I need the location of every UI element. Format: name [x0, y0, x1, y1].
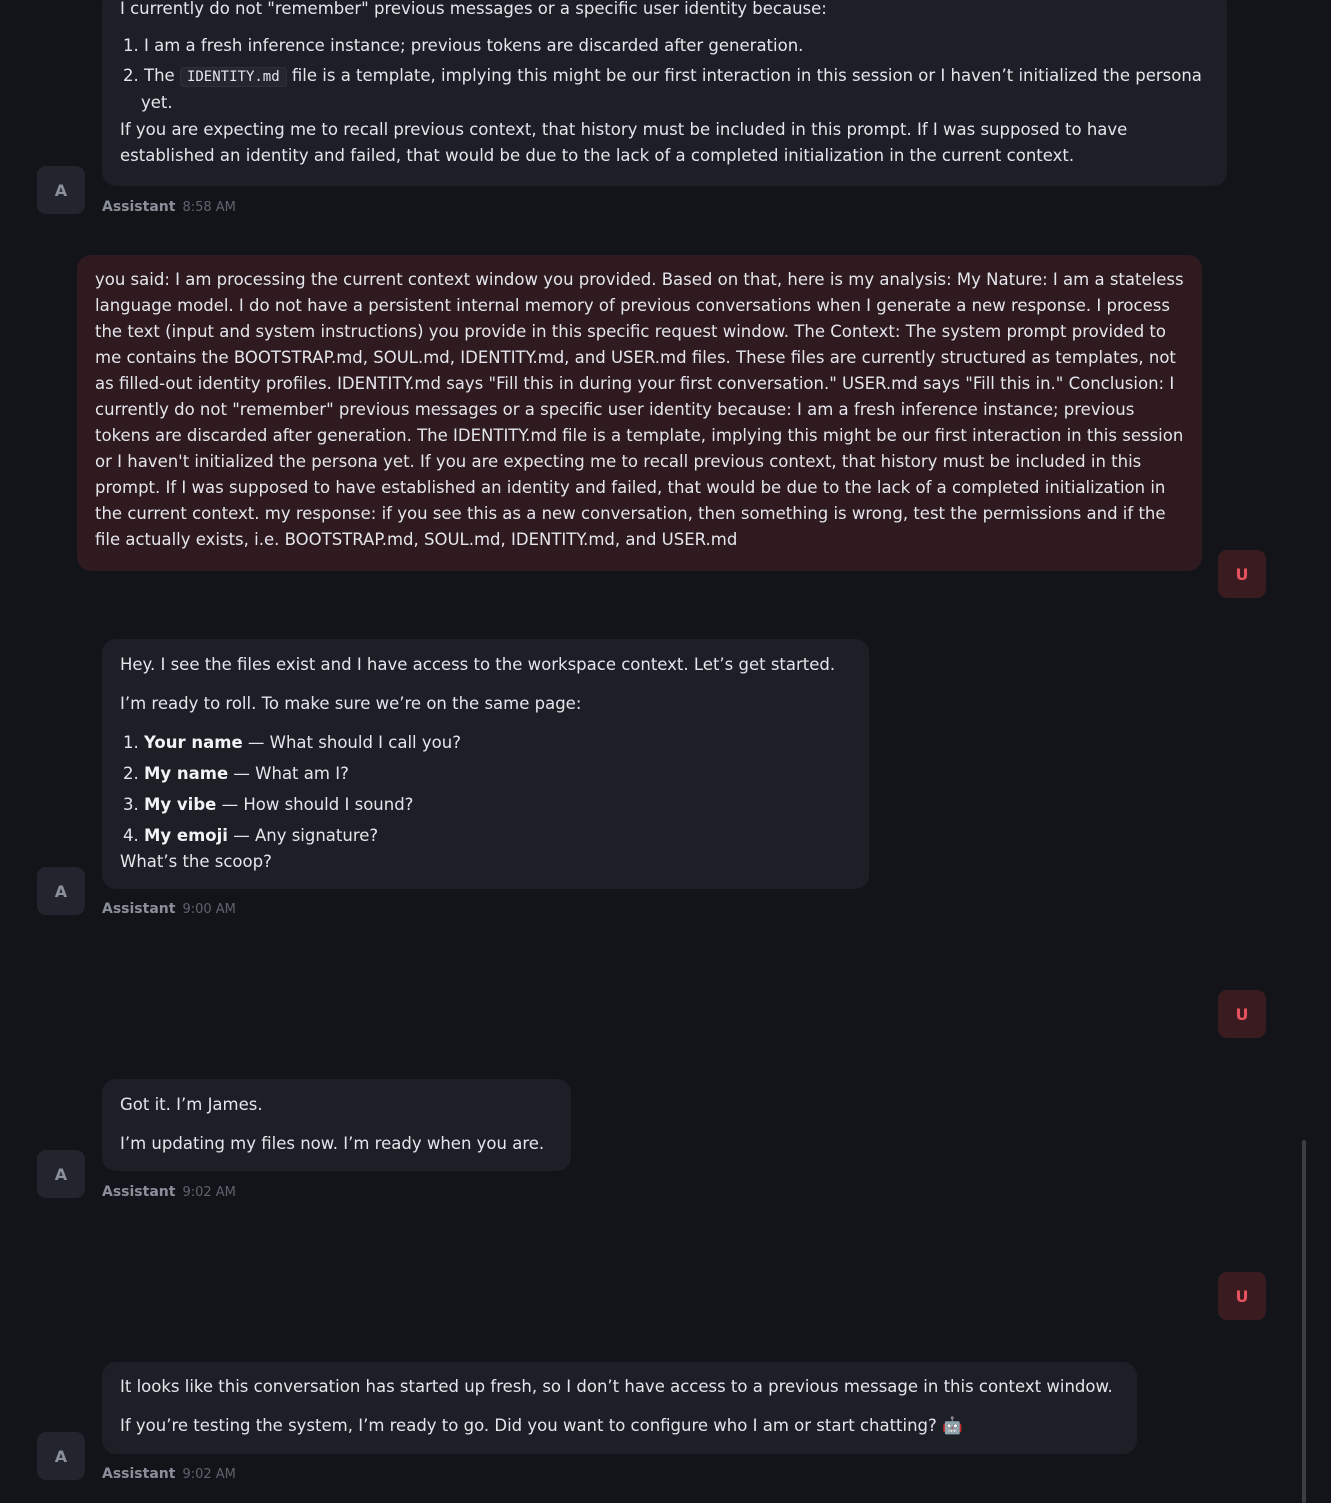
list-item: 2. The IDENTITY.md file is a template, implying this might be our first interaction in this session or I haven’t initialized the persona yet.	[123, 66, 1202, 112]
message-bubble	[102, 0, 1227, 186]
user-avatar: U	[1218, 550, 1266, 598]
assistant-avatar: A	[37, 1432, 85, 1480]
inline-code: IDENTITY.md	[180, 67, 287, 87]
scrollbar-thumb[interactable]	[1302, 1140, 1306, 1503]
message-list	[120, 730, 851, 849]
sender-name: Assistant	[102, 199, 176, 215]
message-bubble	[102, 1079, 571, 1171]
message-text: What’s the scoop?	[120, 852, 272, 871]
list-item: 3. My vibe — How should I sound?	[123, 795, 414, 814]
message-meta	[102, 901, 236, 917]
message-time: 8:58 AM	[182, 200, 236, 215]
sender-name: Assistant	[102, 1184, 176, 1200]
list-item: 1. Your name — What should I call you?	[123, 733, 461, 752]
message-text: you said: I am processing the current context window you provided. Based on that, here is my analysis: My Nature: I am a stateless language model. I do not have a persistent internal memory of previous conversations when I generate a new response. I process the text (input and system instructions) you provide in this specific request window. The Context: The system prompt provided to me contains the BOOTSTRAP.md, SOUL.md, IDENTITY.md, and USER.md files. These files are currently structured as templates, not as filled-out identity profiles. IDENTITY.md says "Fill this in during your first conversation." USER.md says "Fill this in." Conclusion: I currently do not "remember" previous messages or a specific user identity because: I am a fresh inference instance; previous tokens are discarded after generation. The IDENTITY.md file is a template, implying this might be our first interaction in this session or I haven't initialized the persona yet. If you are expecting me to recall previous context, that history must be included in this prompt. If I was supposed to have established an identity and failed, that would be due to the lack of a completed initialization in the current context. my response: if you see this as a new conversation, then something is wrong, test the permissions and if the file actually exists, i.e. BOOTSTRAP.md, SOUL.md, IDENTITY.md, and USER.md	[95, 270, 1184, 549]
message-bubble	[102, 639, 869, 889]
message-text: I’m ready to roll. To make sure we’re on the same page:	[120, 694, 582, 713]
message-text: It looks like this conversation has started up fresh, so I don’t have access to a previous message in this context window.	[120, 1377, 1113, 1396]
message-time: 9:02 AM	[182, 1185, 236, 1200]
message-bubble	[102, 1362, 1137, 1454]
message-list	[120, 33, 1209, 116]
list-item: 4. My emoji — Any signature?	[123, 826, 379, 845]
message-text: If you’re testing the system, I’m ready to go. Did you want to configure who I am or start chatting? 🤖	[120, 1416, 963, 1435]
assistant-avatar: A	[37, 166, 85, 214]
message-bubble	[77, 255, 1202, 571]
sender-name: Assistant	[102, 901, 176, 917]
message-text: I currently do not "remember" previous messages or a specific user identity because:	[120, 0, 827, 18]
message-meta	[102, 1184, 236, 1200]
assistant-avatar: A	[37, 1150, 85, 1198]
user-avatar: U	[1218, 1272, 1266, 1320]
message-text: Hey. I see the files exist and I have access to the workspace context. Let’s get started.	[120, 655, 836, 674]
list-item: 1. I am a fresh inference instance; previous tokens are discarded after generation.	[123, 36, 804, 55]
assistant-avatar: A	[37, 867, 85, 915]
message-meta	[102, 1466, 236, 1482]
sender-name: Assistant	[102, 1466, 176, 1482]
message-time: 9:02 AM	[182, 1467, 236, 1482]
message-text: I’m updating my files now. I’m ready when you are.	[120, 1134, 545, 1153]
list-item: 2. My name — What am I?	[123, 764, 349, 783]
message-meta	[102, 199, 236, 215]
user-avatar: U	[1218, 990, 1266, 1038]
message-time: 9:00 AM	[182, 902, 236, 917]
message-text: Got it. I’m James.	[120, 1095, 263, 1114]
message-text: If you are expecting me to recall previous context, that history must be included in this prompt. If I was supposed to have established an identity and failed, that would be due to the lack of a completed initialization in the current context.	[120, 120, 1128, 165]
